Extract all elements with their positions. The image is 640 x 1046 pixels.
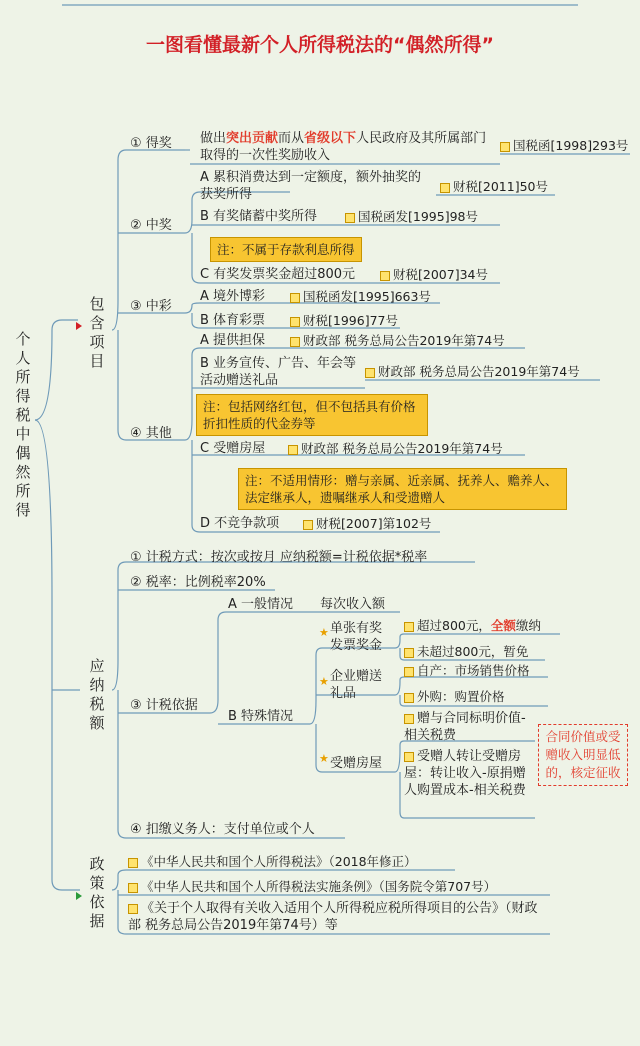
- house-note: 合同价值或受赠收入明显低的，核定征收: [538, 724, 628, 786]
- doc-icon: [128, 904, 138, 914]
- other-d-ref: 财税[2007]第102号: [303, 515, 431, 532]
- doc-icon: [128, 858, 138, 868]
- win-c-ref: 财税[2007]34号: [380, 266, 488, 283]
- other-b-ref: 财政部 税务总局公告2019年第74号: [365, 363, 580, 380]
- other-d: D 不竞争款项: [200, 516, 280, 531]
- other-b-note: 注：包括网络红包，但不包括具有价格折扣性质的代金券等: [196, 394, 428, 436]
- other-a: A 提供担保: [200, 333, 266, 348]
- tax-method: ① 计税方式：按次或按月 应纳税额=计税依据*税率: [130, 550, 428, 565]
- win-a-ref: 财税[2011]50号: [440, 178, 548, 195]
- invoice-over: 超过800元，全额缴纳: [404, 617, 541, 634]
- doc-icon: [128, 883, 138, 893]
- win-c: C 有奖发票奖金超过800元: [200, 267, 356, 282]
- tax-general-value: 每次收入额: [320, 597, 386, 612]
- lottery-a-ref: 国税函发[1995]663号: [290, 288, 431, 305]
- tax-general: A 一般情况: [228, 597, 294, 612]
- prize-ref: 国税函[1998]293号: [500, 137, 628, 154]
- doc-icon: [404, 648, 414, 658]
- other-b: B 业务宣传、广告、年会等活动赠送礼品: [200, 356, 357, 388]
- root-node: 个人所得税中偶然所得: [15, 330, 31, 519]
- doc-icon: [404, 752, 414, 762]
- doc-icon: [440, 183, 450, 193]
- lottery-label: ③ 中彩: [130, 299, 172, 314]
- tax-basis: ③ 计税依据: [130, 698, 198, 713]
- doc-icon: [303, 520, 313, 530]
- tax-special: B 特殊情况: [228, 709, 294, 724]
- prize-desc: 做出突出贡献而从省级以下人民政府及其所属部门取得的一次性奖励收入: [200, 131, 487, 163]
- doc-icon: [404, 667, 414, 677]
- doc-icon: [380, 271, 390, 281]
- doc-icon: [290, 317, 300, 327]
- other-a-ref: 财政部 税务总局公告2019年第74号: [290, 332, 505, 349]
- flag-icon: [76, 322, 82, 330]
- other-c: C 受赠房屋: [200, 441, 266, 456]
- doc-icon: [365, 368, 375, 378]
- gift-bought: 外购：购置价格: [404, 688, 505, 705]
- other-label: ④ 其他: [130, 426, 172, 441]
- win-label: ② 中奖: [130, 218, 172, 233]
- lottery-b: B 体育彩票: [200, 313, 266, 328]
- doc-icon: [345, 213, 355, 223]
- house-transfer: 受赠人转让受赠房屋：转让收入-原捐赠人购置成本-相关税费: [404, 749, 526, 798]
- house-label: 受赠房屋: [330, 756, 383, 771]
- policy-3: 《关于个人取得有关收入适用个人所得税应税所得项目的公告》（财政部 税务总局公告2019年第74号）等: [128, 901, 538, 933]
- page-title: 一图看懂最新个人所得税法的“偶然所得”: [146, 34, 494, 56]
- lottery-b-ref: 财税[1996]77号: [290, 312, 398, 329]
- tax-rate: ② 税率：比例税率20%: [130, 575, 266, 590]
- win-b-ref: 国税函发[1995]98号: [345, 208, 478, 225]
- doc-icon: [404, 693, 414, 703]
- other-c-note: 注：不适用情形：赠与亲属、近亲属、抚养人、赡养人、法定继承人，遗嘱继承人和受遗赠人: [238, 468, 567, 510]
- star-icon: ★: [319, 675, 329, 688]
- doc-icon: [290, 337, 300, 347]
- tax-withholder: ④ 扣缴义务人：支付单位或个人: [130, 822, 315, 837]
- gift-self: 自产：市场销售价格: [404, 662, 530, 679]
- doc-icon: [500, 142, 510, 152]
- policy-1: 《中华人民共和国个人所得税法》（2018年修正）: [128, 853, 417, 870]
- doc-icon: [404, 622, 414, 632]
- branch-tax: 应纳税额: [89, 657, 105, 732]
- prize-label: ① 得奖: [130, 136, 172, 151]
- flag-icon: [76, 892, 82, 900]
- win-b-note: 注：不属于存款利息所得: [210, 237, 362, 262]
- win-a: A 累积消费达到一定额度，额外抽奖的获奖所得: [200, 170, 422, 202]
- policy-2: 《中华人民共和国个人所得税法实施条例》（国务院令第707号）: [128, 878, 496, 895]
- gift-label: 企业赠送礼品: [330, 669, 383, 701]
- star-icon: ★: [319, 752, 329, 765]
- invoice-under: 未超过800元，暂免: [404, 643, 528, 660]
- star-icon: ★: [319, 626, 329, 639]
- win-b: B 有奖储蓄中奖所得: [200, 209, 318, 224]
- doc-icon: [404, 714, 414, 724]
- house-contract: 赠与合同标明价值-相关税费: [404, 711, 526, 743]
- invoice-label: 单张有奖发票奖金: [330, 621, 383, 653]
- doc-icon: [288, 445, 298, 455]
- branch-included: 包含项目: [89, 295, 105, 370]
- doc-icon: [290, 293, 300, 303]
- lottery-a: A 境外博彩: [200, 289, 266, 304]
- other-c-ref: 财政部 税务总局公告2019年第74号: [288, 440, 503, 457]
- branch-policy: 政策依据: [89, 855, 105, 930]
